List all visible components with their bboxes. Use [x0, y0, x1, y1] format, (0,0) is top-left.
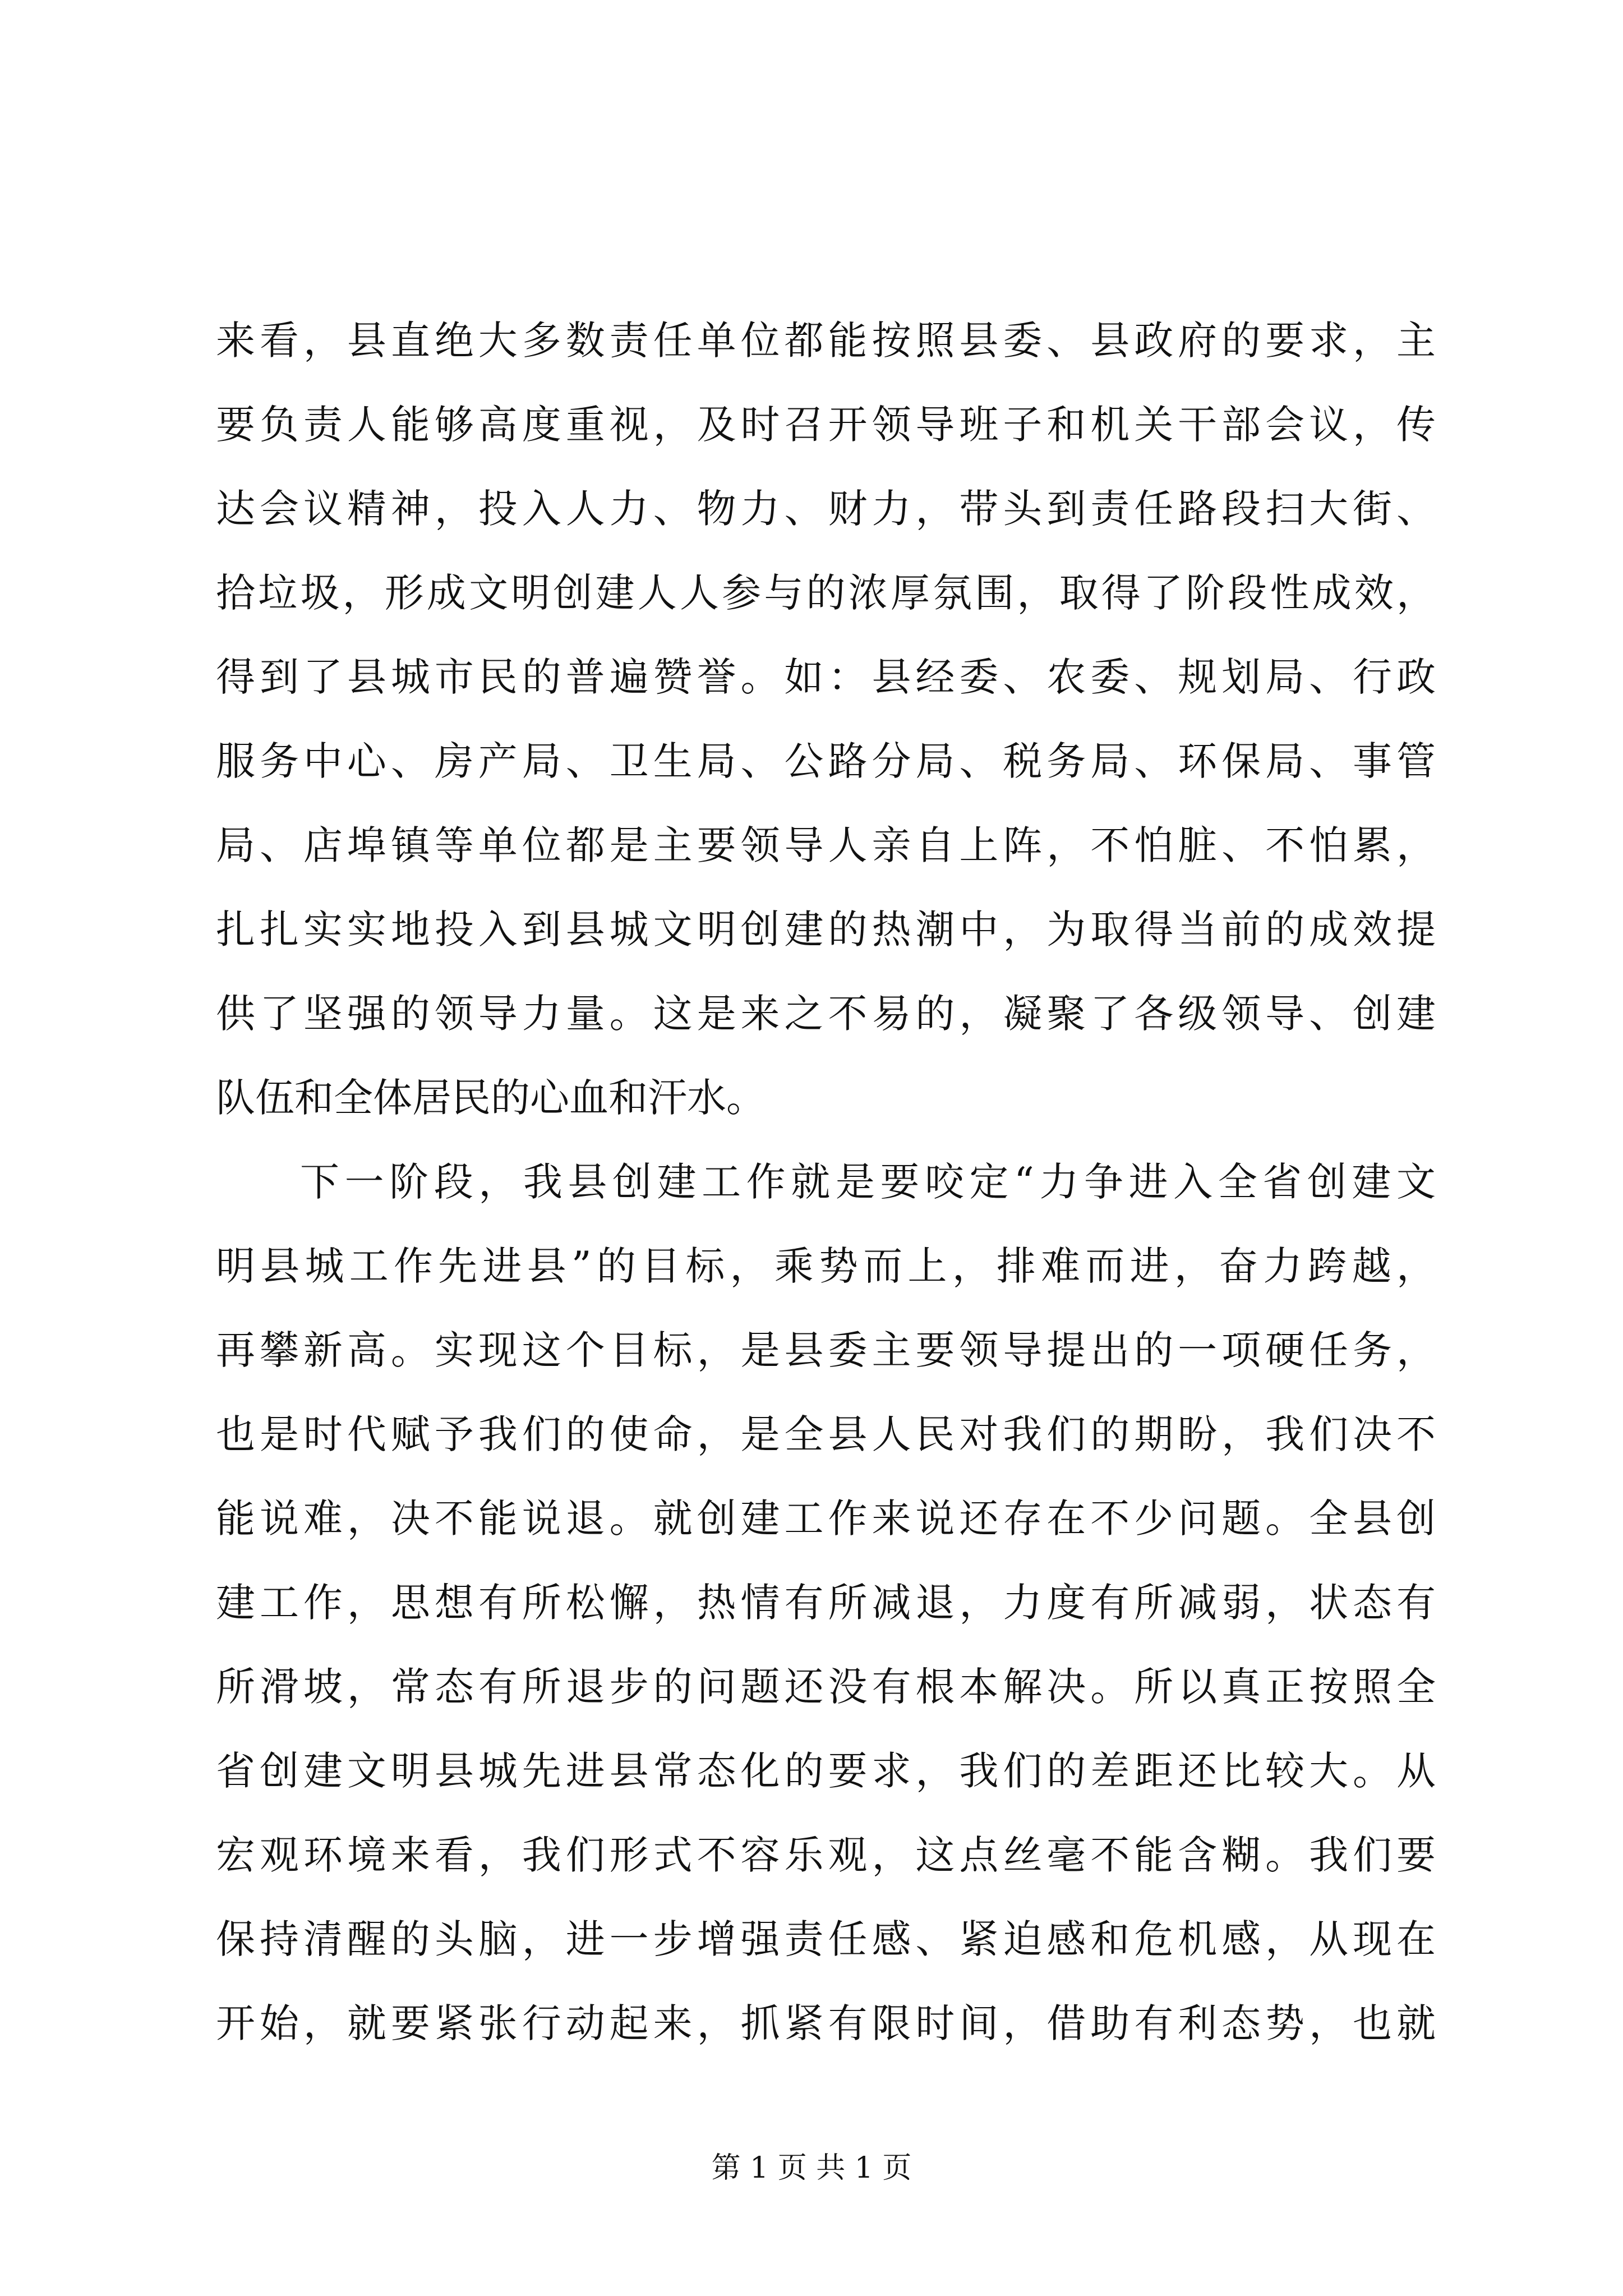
text-line: 局、店埠镇等单位都是主要领导人亲自上阵，不怕脏、不怕累， — [216, 822, 1436, 868]
text-line: 扎扎实实地投入到县城文明创建的热潮中，为取得当前的成效提 — [216, 907, 1436, 953]
text-line: 保持清醒的头脑，进一步增强责任感、紧迫感和危机感，从现在 — [216, 1916, 1436, 1962]
text-line: 开始，就要紧张行动起来，抓紧有限时间，借助有利态势，也就 — [216, 2000, 1436, 2046]
text-line: 省创建文明县城先进县常态化的要求，我们的差距还比较大。从 — [216, 1748, 1436, 1794]
page-number-footer: 第 1 页 共 1 页 — [711, 2151, 912, 2185]
text-line: 供了坚强的领导力量。这是来之不易的，凝聚了各级领导、创建 — [216, 991, 1436, 1037]
text-line: 所滑坡，常态有所退步的问题还没有根本解决。所以真正按照全 — [216, 1664, 1436, 1710]
paragraph-2 — [216, 1140, 1436, 2065]
text-line: 明县城工作先进县”的目标，乘势而上，排难而进，奋力跨越， — [216, 1243, 1436, 1289]
document-body — [216, 298, 1436, 2065]
paragraph-1 — [216, 298, 1436, 1140]
text-line: 也是时代赋予我们的使命，是全县人民对我们的期盼，我们决不 — [216, 1411, 1436, 1457]
text-line: 来看，县直绝大多数责任单位都能按照县委、县政府的要求，主 — [216, 318, 1436, 364]
text-line: 达会议精神，投入人力、物力、财力，带头到责任路段扫大街、 — [216, 486, 1436, 532]
text-line: 队伍和全体居民的心血和汗水。 — [216, 1075, 766, 1121]
text-line: 得到了县城市民的普遍赞誉。如：县经委、农委、规划局、行政 — [216, 654, 1436, 700]
text-line: 建工作，思想有所松懈，热情有所减退，力度有所减弱，状态有 — [216, 1580, 1436, 1626]
text-line: 拾垃圾，形成文明创建人人参与的浓厚氛围，取得了阶段性成效， — [216, 570, 1436, 616]
text-line: 要负责人能够高度重视，及时召开领导班子和机关干部会议，传 — [216, 402, 1436, 448]
text-line: 宏观环境来看，我们形式不容乐观，这点丝毫不能含糊。我们要 — [216, 1832, 1436, 1878]
text-line: 能说难，决不能说退。就创建工作来说还存在不少问题。全县创 — [216, 1496, 1436, 1542]
text-line: 再攀新高。实现这个目标，是县委主要领导提出的一项硬任务， — [216, 1327, 1436, 1373]
text-line: 服务中心、房产局、卫生局、公路分局、税务局、环保局、事管 — [216, 738, 1436, 784]
text-line: 下一阶段，我县创建工作就是要咬定“力争进入全省创建文 — [300, 1159, 1436, 1205]
